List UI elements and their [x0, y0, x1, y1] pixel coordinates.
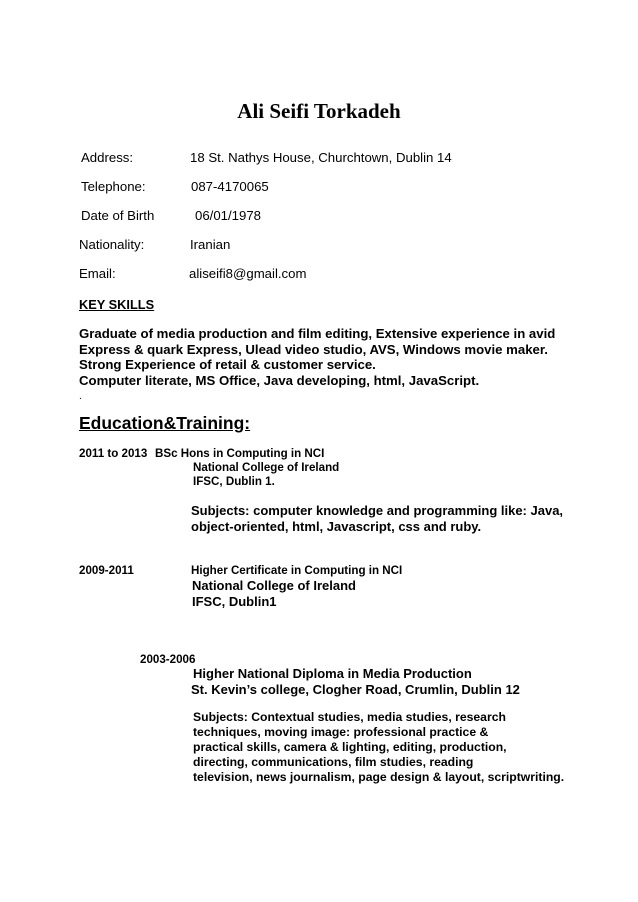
entry-subjects: directing, communications, film studies, reading	[193, 755, 474, 769]
entry-line: IFSC, Dublin 1.	[193, 475, 275, 488]
email-value[interactable]: aliseifi8@gmail.com	[189, 266, 307, 281]
entry-subjects: Subjects: computer knowledge and programming like: Java,	[191, 503, 564, 518]
entry-years: 2003-2006	[140, 653, 196, 666]
dob-value: 06/01/1978	[195, 208, 262, 223]
entry-line: National College of Ireland	[193, 461, 340, 474]
address-label: Address:	[81, 150, 134, 165]
entry-title: BSc Hons in Computing in NCI	[155, 447, 325, 460]
nationality-value: Iranian	[190, 237, 231, 252]
entry-subjects: techniques, moving image: professional practice &	[193, 725, 489, 739]
education-heading: Education&Training:	[79, 413, 251, 433]
email-label: Email:	[79, 266, 116, 281]
entry-line: IFSC, Dublin1	[192, 594, 277, 609]
key-skills-heading: KEY SKILLS	[79, 297, 155, 312]
dob-label: Date of Birth	[81, 208, 155, 223]
entry-subjects: television, news journalism, page design & layout, scriptwriting.	[193, 770, 565, 784]
entry-title: Higher National Diploma in Media Production	[193, 666, 472, 681]
stray-bullet: .	[79, 391, 82, 402]
entry-title: Higher Certificate in Computing in NCI	[191, 564, 403, 577]
key-skills-line: Express & quark Express, Ulead video studio, AVS, Windows movie maker.	[79, 342, 548, 357]
telephone-value: 087-4170065	[191, 179, 269, 194]
entry-line: St. Kevin’s college, Clogher Road, Crumlin, Dublin 12	[191, 682, 520, 697]
nationality-label: Nationality:	[79, 237, 145, 252]
entry-years: 2011 to 2013	[79, 447, 148, 460]
page-title: Ali Seifi Torkadeh	[237, 99, 401, 123]
key-skills-line: Computer literate, MS Office, Java developing, html, JavaScript.	[79, 373, 480, 388]
address-value: 18 St. Nathys House, Churchtown, Dublin 14	[190, 150, 452, 165]
key-skills-line: Graduate of media production and film editing, Extensive experience in avid	[79, 326, 556, 341]
key-skills-line: Strong Experience of retail & customer service.	[79, 357, 376, 372]
entry-years: 2009-2011	[79, 564, 134, 577]
entry-subjects: object-oriented, html, Javascript, css and ruby.	[191, 519, 482, 534]
entry-subjects: practical skills, camera & lighting, editing, production,	[193, 740, 507, 754]
entry-subjects: Subjects: Contextual studies, media studies, research	[193, 710, 506, 724]
entry-line: National College of Ireland	[192, 578, 356, 593]
telephone-label: Telephone:	[81, 179, 146, 194]
